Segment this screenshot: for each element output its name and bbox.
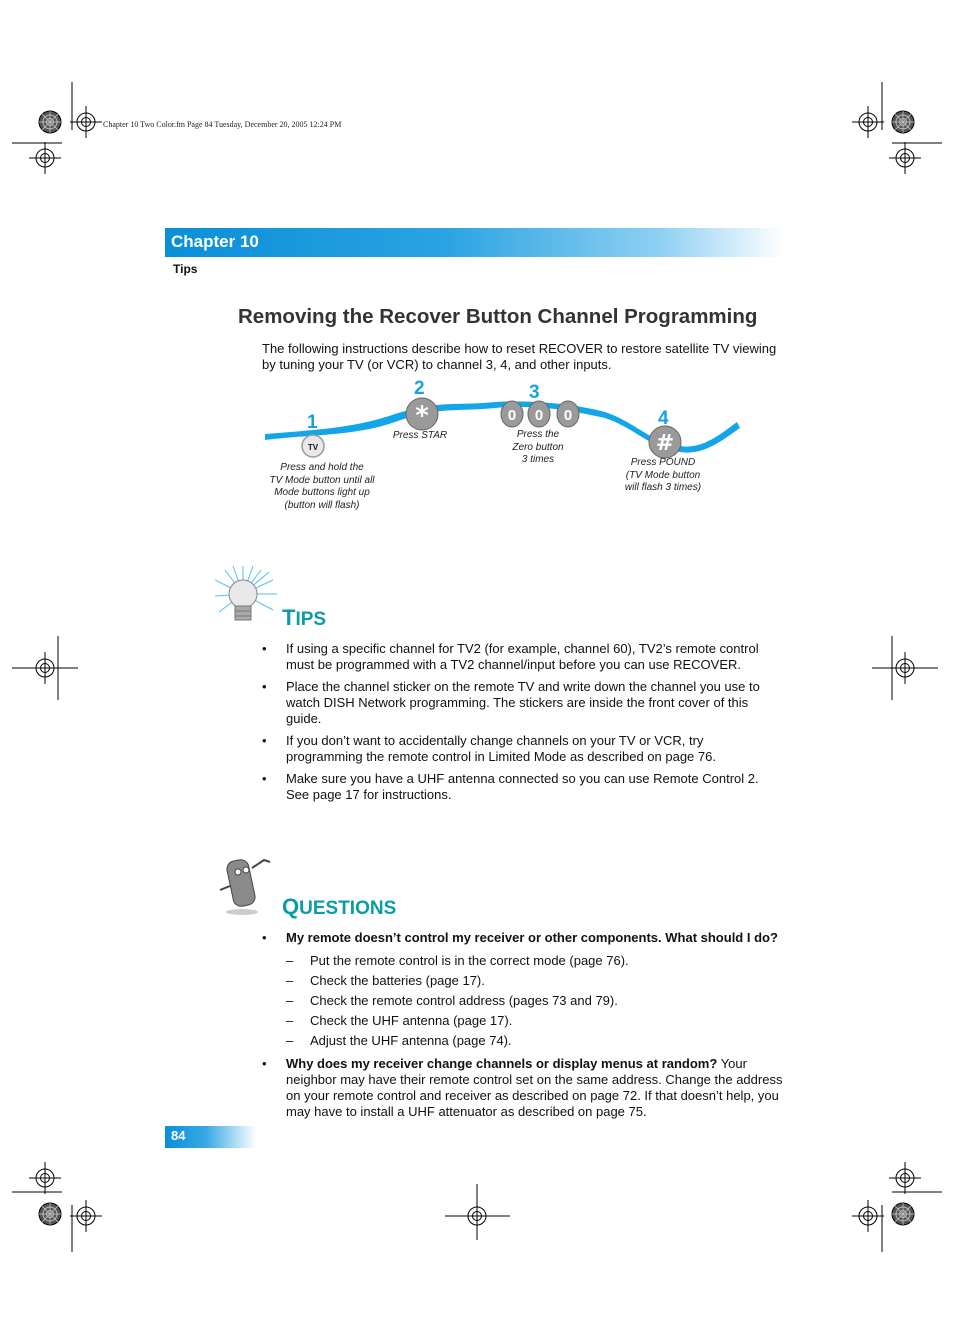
list-item: • Place the channel sticker on the remote TV and write down the channel you use to watch DISH Network programming. The stickers are inside the front cover of this guide. [262,679,772,727]
question-item [262,930,792,1049]
tv-mode-button-icon [302,435,324,457]
page-number-bar [165,1126,257,1148]
remote-mascot-icon [214,850,276,920]
tips-list [262,641,772,803]
list-item: – Check the UHF antenna (page 17). [286,1013,792,1029]
question-text: My remote doesn’t control my receiver or other components. What should I do? [286,930,778,945]
list-item: – Check the remote control address (pages 73 and 79). [286,993,792,1009]
question-text: Why does my receiver change channels or display menus at random? [286,1056,718,1071]
section-label: Tips [173,262,198,276]
zero-button-label: 0 [507,407,517,424]
step-caption-3: Press the Zero button 3 times [512,429,564,465]
page-title: Removing the Recover Button Channel Programming [238,305,758,328]
list-item: • If using a specific channel for TV2 (for example, channel 60), TV2’s remote control must be programmed with a TV2 channel/input before you can use RECOVER. [262,641,772,673]
tips-heading: TIPS [282,605,327,630]
questions-heading: QUESTIONS [282,894,397,919]
pound-button-icon [649,426,681,458]
star-button-icon [406,398,438,431]
star-button-label: * [415,401,429,431]
step-caption-2: Press STAR [392,430,448,441]
answer-text: Your neighbor may have their remote control set on the same address. Change the address on your remote control and receiver as described on page 72. If that doesn’t help, you may have to install a UHF attenuator as described on page 75. [286,1056,783,1119]
list-item: – Check the batteries (page 17). [286,973,792,989]
step-number-3: 3 [529,382,540,403]
zero-button-icon [528,401,550,427]
zero-button-label: 0 [563,407,573,424]
list-item: – Put the remote control is in the correct mode (page 76). [286,953,792,969]
step-caption-1: Press and hold the TV Mode button until all Mode buttons light up (button will flash) [269,462,375,511]
question-item [262,1056,792,1120]
step-caption-4: Press POUND (TV Mode button will flash 3 times) [624,457,702,493]
list-item: • If you don’t want to accidentally change channels on your TV or VCR, try programming the remote control in Limited Mode as described on page 76. [262,733,772,765]
pound-button-label: # [655,431,675,456]
zero-button-label: 0 [534,407,544,424]
tv-button-label: TV [307,443,319,452]
list-item: – Adjust the UHF antenna (page 74). [286,1033,792,1049]
zero-button-icon [557,401,579,427]
intro-paragraph: The following instructions describe how to reset RECOVER to restore satellite TV viewing by tuning your TV (or VCR) to channel 3, 4, and other inputs. [262,341,777,372]
list-item: • Make sure you have a UHF antenna connected so you can use Remote Control 2. See page 17 for instructions. [262,771,772,803]
step-number-1: 1 [307,412,318,433]
print-slug: Chapter 10 Two Color.fm Page 84 Tuesday, December 20, 2005 12:24 PM [103,120,342,129]
chapter-title: Chapter 10 [171,232,259,251]
page-number: 84 [171,1128,186,1143]
zero-button-icon [501,401,523,427]
questions-list [262,930,792,1120]
chapter-header-bar [165,228,785,257]
answer-list [286,953,792,1049]
step-number-2: 2 [414,378,425,399]
step-number-4: 4 [658,408,669,429]
light-bulb-icon [215,564,279,632]
